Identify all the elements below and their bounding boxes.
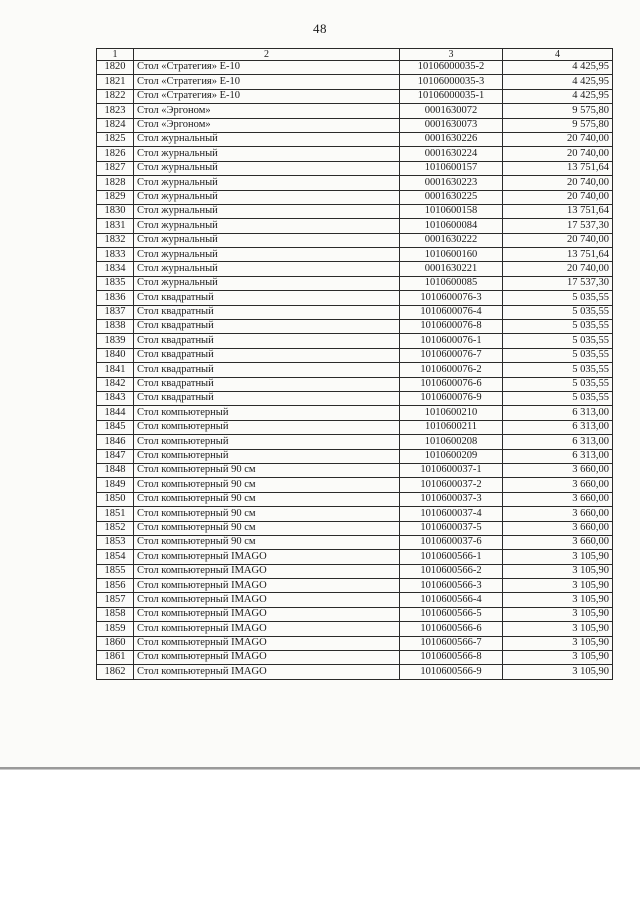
cell-inventory-number: 1010600076-3 — [400, 291, 503, 305]
cell-name: Стол журнальный — [134, 219, 400, 233]
cell-number: 1849 — [97, 478, 134, 492]
cell-inventory-number: 1010600076-2 — [400, 363, 503, 377]
table-row — [97, 248, 613, 262]
cell-name: Стол компьютерный 90 см — [134, 521, 400, 535]
cell-price: 5 035,55 — [503, 377, 613, 391]
cell-name: Стол журнальный — [134, 248, 400, 262]
cell-name: Стол «Эргоном» — [134, 118, 400, 132]
cell-inventory-number: 1010600085 — [400, 276, 503, 290]
cell-inventory-number: 1010600076-4 — [400, 305, 503, 319]
table-row — [97, 75, 613, 89]
cell-price: 9 575,80 — [503, 104, 613, 118]
cell-number: 1855 — [97, 564, 134, 578]
cell-number: 1830 — [97, 204, 134, 218]
cell-price: 9 575,80 — [503, 118, 613, 132]
cell-inventory-number: 1010600076-6 — [400, 377, 503, 391]
cell-name: Стол журнальный — [134, 147, 400, 161]
table-row — [97, 579, 613, 593]
cell-inventory-number: 1010600037-4 — [400, 507, 503, 521]
table-row — [97, 176, 613, 190]
cell-name: Стол журнальный — [134, 132, 400, 146]
cell-name: Стол квадратный — [134, 334, 400, 348]
table-row — [97, 636, 613, 650]
cell-price: 5 035,55 — [503, 391, 613, 405]
cell-price: 6 313,00 — [503, 420, 613, 434]
header-row — [97, 49, 613, 61]
blank-area — [0, 770, 640, 905]
column-header-name: 2 — [134, 49, 400, 61]
table-row — [97, 104, 613, 118]
cell-number: 1828 — [97, 176, 134, 190]
cell-inventory-number: 1010600211 — [400, 420, 503, 434]
cell-price: 20 740,00 — [503, 233, 613, 247]
table-row — [97, 622, 613, 636]
cell-number: 1831 — [97, 219, 134, 233]
cell-name: Стол компьютерный IMAGO — [134, 636, 400, 650]
cell-inventory-number: 0001630223 — [400, 176, 503, 190]
cell-inventory-number: 1010600037-3 — [400, 492, 503, 506]
cell-number: 1840 — [97, 348, 134, 362]
cell-inventory-number: 0001630221 — [400, 262, 503, 276]
table-row — [97, 219, 613, 233]
cell-price: 3 660,00 — [503, 478, 613, 492]
table-header — [97, 49, 613, 61]
cell-number: 1829 — [97, 190, 134, 204]
cell-name: Стол квадратный — [134, 363, 400, 377]
cell-inventory-number: 1010600084 — [400, 219, 503, 233]
cell-price: 20 740,00 — [503, 147, 613, 161]
table-row — [97, 89, 613, 103]
cell-price: 3 105,90 — [503, 593, 613, 607]
cell-number: 1858 — [97, 607, 134, 621]
cell-name: Стол журнальный — [134, 204, 400, 218]
cell-price: 5 035,55 — [503, 334, 613, 348]
cell-number: 1835 — [97, 276, 134, 290]
cell-number: 1825 — [97, 132, 134, 146]
cell-inventory-number: 1010600566-6 — [400, 622, 503, 636]
table-row — [97, 132, 613, 146]
cell-name: Стол квадратный — [134, 348, 400, 362]
cell-name: Стол журнальный — [134, 176, 400, 190]
cell-inventory-number: 1010600037-2 — [400, 478, 503, 492]
cell-name: Стол компьютерный IMAGO — [134, 607, 400, 621]
cell-inventory-number: 1010600208 — [400, 435, 503, 449]
cell-number: 1850 — [97, 492, 134, 506]
cell-number: 1837 — [97, 305, 134, 319]
cell-name: Стол компьютерный IMAGO — [134, 651, 400, 665]
cell-price: 13 751,64 — [503, 248, 613, 262]
cell-price: 3 660,00 — [503, 507, 613, 521]
cell-price: 6 313,00 — [503, 435, 613, 449]
table-row — [97, 507, 613, 521]
cell-inventory-number: 0001630073 — [400, 118, 503, 132]
table-row — [97, 521, 613, 535]
cell-number: 1833 — [97, 248, 134, 262]
table-row — [97, 593, 613, 607]
cell-price: 3 660,00 — [503, 463, 613, 477]
cell-price: 13 751,64 — [503, 161, 613, 175]
table-row — [97, 492, 613, 506]
cell-price: 3 660,00 — [503, 521, 613, 535]
cell-number: 1824 — [97, 118, 134, 132]
cell-number: 1847 — [97, 449, 134, 463]
cell-price: 4 425,95 — [503, 89, 613, 103]
table-row — [97, 61, 613, 75]
cell-price: 20 740,00 — [503, 190, 613, 204]
cell-inventory-number: 0001630072 — [400, 104, 503, 118]
cell-name: Стол компьютерный 90 см — [134, 463, 400, 477]
cell-inventory-number: 0001630226 — [400, 132, 503, 146]
table-row — [97, 377, 613, 391]
cell-name: Стол компьютерный IMAGO — [134, 579, 400, 593]
table-row — [97, 204, 613, 218]
cell-name: Стол компьютерный — [134, 449, 400, 463]
cell-name: Стол журнальный — [134, 161, 400, 175]
cell-price: 5 035,55 — [503, 305, 613, 319]
table-row — [97, 305, 613, 319]
cell-price: 5 035,55 — [503, 348, 613, 362]
cell-price: 17 537,30 — [503, 276, 613, 290]
cell-name: Стол компьютерный IMAGO — [134, 593, 400, 607]
cell-number: 1836 — [97, 291, 134, 305]
table-row — [97, 118, 613, 132]
cell-inventory-number: 1010600566-4 — [400, 593, 503, 607]
cell-inventory-number: 1010600157 — [400, 161, 503, 175]
cell-price: 3 105,90 — [503, 636, 613, 650]
cell-inventory-number: 1010600566-2 — [400, 564, 503, 578]
cell-name: Стол компьютерный IMAGO — [134, 665, 400, 679]
cell-inventory-number: 1010600566-8 — [400, 651, 503, 665]
table-row — [97, 233, 613, 247]
cell-inventory-number: 1010600076-8 — [400, 320, 503, 334]
cell-name: Стол квадратный — [134, 377, 400, 391]
table-row — [97, 435, 613, 449]
cell-inventory-number: 10106000035-3 — [400, 75, 503, 89]
cell-number: 1823 — [97, 104, 134, 118]
inventory-table — [96, 48, 613, 680]
cell-name: Стол компьютерный 90 см — [134, 478, 400, 492]
cell-price: 3 105,90 — [503, 579, 613, 593]
table-row — [97, 478, 613, 492]
cell-number: 1862 — [97, 665, 134, 679]
cell-name: Стол квадратный — [134, 291, 400, 305]
cell-number: 1834 — [97, 262, 134, 276]
column-header-number: 1 — [97, 49, 134, 61]
cell-inventory-number: 1010600210 — [400, 406, 503, 420]
cell-name: Стол компьютерный IMAGO — [134, 550, 400, 564]
column-header-price: 4 — [503, 49, 613, 61]
page-number: 48 — [313, 21, 327, 36]
cell-inventory-number: 1010600076-7 — [400, 348, 503, 362]
cell-number: 1842 — [97, 377, 134, 391]
cell-name: Стол компьютерный — [134, 435, 400, 449]
table-row — [97, 406, 613, 420]
cell-price: 6 313,00 — [503, 406, 613, 420]
cell-inventory-number: 1010600037-1 — [400, 463, 503, 477]
cell-number: 1857 — [97, 593, 134, 607]
cell-name: Стол компьютерный 90 см — [134, 535, 400, 549]
cell-inventory-number: 1010600037-6 — [400, 535, 503, 549]
cell-price: 3 660,00 — [503, 535, 613, 549]
cell-number: 1860 — [97, 636, 134, 650]
cell-price: 20 740,00 — [503, 176, 613, 190]
cell-name: Стол компьютерный IMAGO — [134, 622, 400, 636]
cell-name: Стол компьютерный — [134, 420, 400, 434]
cell-name: Стол квадратный — [134, 391, 400, 405]
cell-price: 3 660,00 — [503, 492, 613, 506]
cell-inventory-number: 1010600566-1 — [400, 550, 503, 564]
cell-price: 3 105,90 — [503, 651, 613, 665]
cell-number: 1844 — [97, 406, 134, 420]
cell-price: 17 537,30 — [503, 219, 613, 233]
cell-inventory-number: 1010600209 — [400, 449, 503, 463]
table-row — [97, 665, 613, 679]
table-row — [97, 348, 613, 362]
cell-number: 1827 — [97, 161, 134, 175]
cell-number: 1843 — [97, 391, 134, 405]
table-row — [97, 190, 613, 204]
cell-price: 3 105,90 — [503, 622, 613, 636]
cell-inventory-number: 1010600566-7 — [400, 636, 503, 650]
table-row — [97, 463, 613, 477]
cell-number: 1826 — [97, 147, 134, 161]
cell-number: 1859 — [97, 622, 134, 636]
cell-inventory-number: 1010600566-9 — [400, 665, 503, 679]
cell-name: Стол квадратный — [134, 320, 400, 334]
cell-name: Стол «Стратегия» Е-10 — [134, 89, 400, 103]
table-row — [97, 449, 613, 463]
cell-inventory-number: 1010600566-3 — [400, 579, 503, 593]
cell-name: Стол журнальный — [134, 276, 400, 290]
cell-name: Стол «Эргоном» — [134, 104, 400, 118]
table-row — [97, 550, 613, 564]
table-row — [97, 420, 613, 434]
cell-inventory-number: 0001630222 — [400, 233, 503, 247]
cell-inventory-number: 10106000035-2 — [400, 61, 503, 75]
cell-inventory-number: 1010600566-5 — [400, 607, 503, 621]
cell-number: 1839 — [97, 334, 134, 348]
table-row — [97, 391, 613, 405]
cell-name: Стол журнальный — [134, 262, 400, 276]
cell-inventory-number: 0001630224 — [400, 147, 503, 161]
cell-number: 1821 — [97, 75, 134, 89]
cell-name: Стол журнальный — [134, 190, 400, 204]
table-row — [97, 276, 613, 290]
cell-inventory-number: 10106000035-1 — [400, 89, 503, 103]
table-row — [97, 535, 613, 549]
cell-inventory-number: 1010600158 — [400, 204, 503, 218]
cell-number: 1841 — [97, 363, 134, 377]
cell-price: 5 035,55 — [503, 320, 613, 334]
cell-name: Стол компьютерный — [134, 406, 400, 420]
cell-number: 1861 — [97, 651, 134, 665]
cell-price: 3 105,90 — [503, 665, 613, 679]
cell-name: Стол компьютерный 90 см — [134, 507, 400, 521]
cell-name: Стол «Стратегия» Е-10 — [134, 75, 400, 89]
cell-inventory-number: 1010600160 — [400, 248, 503, 262]
cell-price: 3 105,90 — [503, 564, 613, 578]
cell-inventory-number: 1010600076-9 — [400, 391, 503, 405]
cell-number: 1820 — [97, 61, 134, 75]
table-row — [97, 291, 613, 305]
cell-number: 1856 — [97, 579, 134, 593]
table-row — [97, 607, 613, 621]
cell-inventory-number: 1010600037-5 — [400, 521, 503, 535]
table-row — [97, 320, 613, 334]
cell-number: 1822 — [97, 89, 134, 103]
cell-inventory-number: 1010600076-1 — [400, 334, 503, 348]
table-row — [97, 262, 613, 276]
table-row — [97, 363, 613, 377]
cell-price: 3 105,90 — [503, 607, 613, 621]
cell-price: 6 313,00 — [503, 449, 613, 463]
cell-name: Стол компьютерный 90 см — [134, 492, 400, 506]
cell-name: Стол компьютерный IMAGO — [134, 564, 400, 578]
cell-price: 5 035,55 — [503, 363, 613, 377]
cell-price: 20 740,00 — [503, 132, 613, 146]
table-row — [97, 161, 613, 175]
cell-number: 1845 — [97, 420, 134, 434]
cell-number: 1846 — [97, 435, 134, 449]
table-row — [97, 147, 613, 161]
cell-number: 1852 — [97, 521, 134, 535]
cell-number: 1854 — [97, 550, 134, 564]
cell-price: 5 035,55 — [503, 291, 613, 305]
table-body — [97, 61, 613, 680]
cell-price: 3 105,90 — [503, 550, 613, 564]
cell-number: 1853 — [97, 535, 134, 549]
cell-name: Стол квадратный — [134, 305, 400, 319]
cell-name: Стол журнальный — [134, 233, 400, 247]
cell-number: 1838 — [97, 320, 134, 334]
cell-price: 20 740,00 — [503, 262, 613, 276]
table-row — [97, 564, 613, 578]
cell-price: 13 751,64 — [503, 204, 613, 218]
table-row — [97, 651, 613, 665]
cell-number: 1851 — [97, 507, 134, 521]
cell-name: Стол «Стратегия» Е-10 — [134, 61, 400, 75]
column-header-inventory-number: 3 — [400, 49, 503, 61]
cell-price: 4 425,95 — [503, 75, 613, 89]
cell-inventory-number: 0001630225 — [400, 190, 503, 204]
table-row — [97, 334, 613, 348]
cell-price: 4 425,95 — [503, 61, 613, 75]
cell-number: 1848 — [97, 463, 134, 477]
cell-number: 1832 — [97, 233, 134, 247]
